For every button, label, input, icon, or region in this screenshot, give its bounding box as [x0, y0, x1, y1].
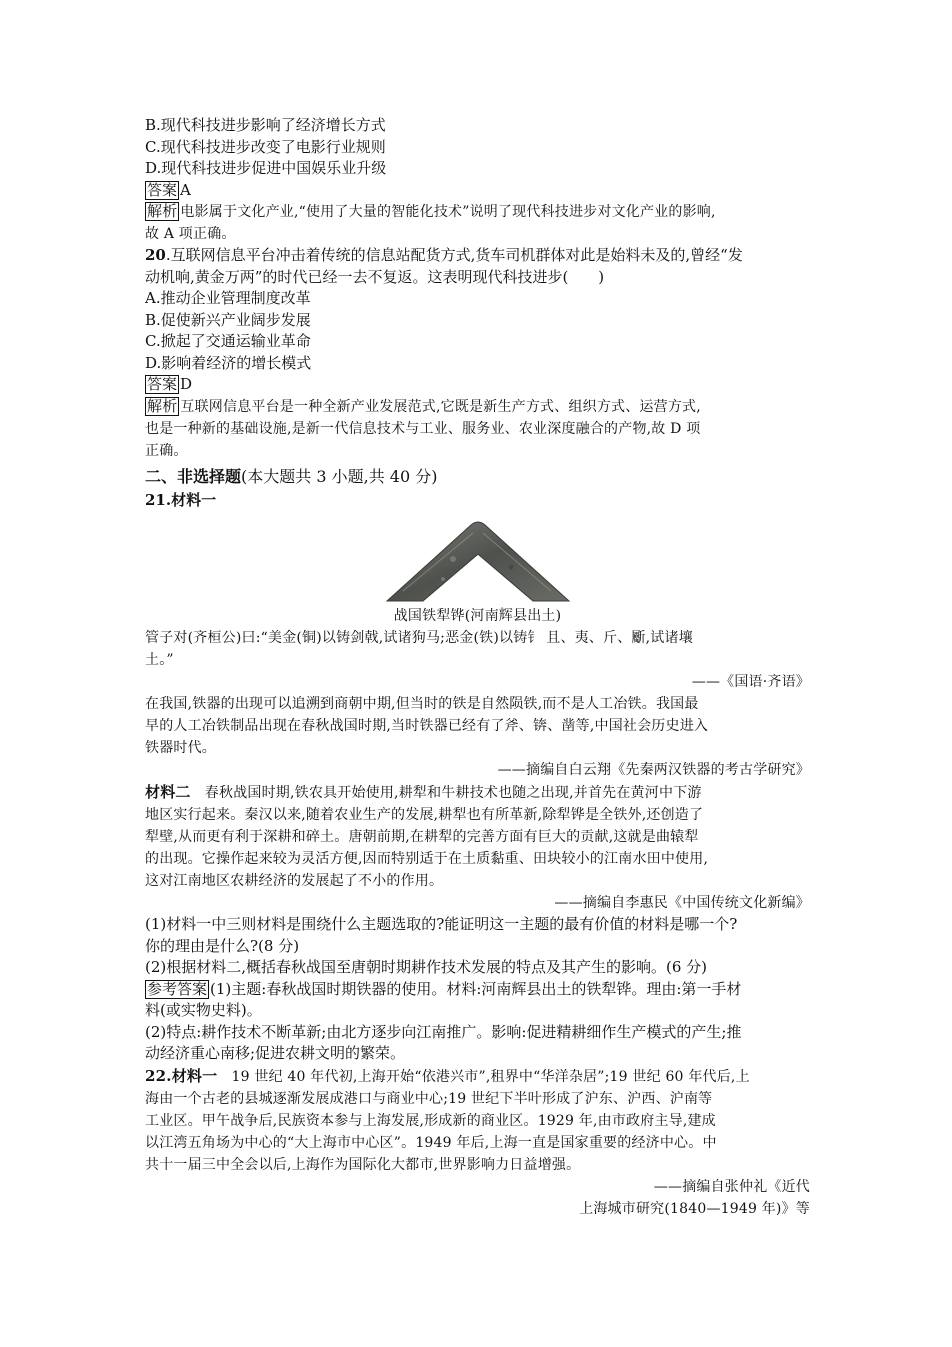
q21-para-line1: 在我国,铁器的出现可以追溯到商朝中期,但当时的铁是自然陨铁,而不是人工冶铁。我国最: [145, 696, 699, 712]
q19-analysis-line1: [145, 201, 810, 223]
answer-value: A: [180, 180, 191, 199]
material-text: 春秋战国时期,铁农具开始使用,耕犁和牛耕技术也随之出现,并首先在黄河中下游: [190, 785, 702, 801]
section-note: (本大题共 3 小题,共 40 分): [241, 466, 438, 486]
q21-para-source: ——摘编自白云翔《先秦两汉铁器的考古学研究》: [497, 762, 810, 778]
q22-source-line1: ——摘编自张仲礼《近代: [653, 1178, 810, 1195]
q21-quote-line1: 管子对(齐桓公)曰:“美金(铜)以铸剑戟,试诸狗马;恶金(铁)以铸钅 且、夷、斤、斸,试诸壤: [145, 630, 693, 646]
q20-analysis-line3: 正确。: [145, 442, 188, 459]
q21-sub1-line2: 你的理由是什么?(8 分): [145, 936, 300, 955]
reference-answer-tag: 参考答案: [147, 979, 208, 998]
q21-para-line2: 早的人工冶铁制品出现在春秋战国时期,当时铁器已经有了斧、锛、凿等,中国社会历史进入: [145, 718, 709, 734]
question-number: 21: [145, 490, 166, 509]
material-label: .材料一: [165, 490, 217, 509]
material-label: .材料一: [166, 1066, 218, 1085]
q20-option-a: A.推动企业管理制度改革: [145, 289, 311, 307]
q21-material2-line4: 的出现。它操作起来较为灵活方便,因而特别适于在土质黏重、田块较小的江南水田中使用,: [145, 851, 709, 867]
material-text: 19 世纪 40 年代初,上海开始“依港兴市”,租界中“华洋杂居”;19 世纪 60 年代后,上: [217, 1068, 750, 1085]
q21-reference-line4: 动经济重心南移;促进农耕文明的繁荣。: [145, 1044, 406, 1062]
q21-material2-line5: 这对江南地区农耕经济的发展起了不小的作用。: [145, 873, 444, 889]
q19-option-d: D.现代科技进步促进中国娱乐业升级: [145, 159, 387, 177]
q21-material2-line1: [145, 781, 810, 804]
q21-material2-line3: 犁壁,从而更有利于深耕和碎土。唐朝前期,在耕犁的完善方面有巨大的贡献,这就是曲辕犁: [145, 829, 699, 845]
question-number: 20: [145, 246, 166, 264]
q21-quote-source: ——《国语·齐语》: [691, 674, 810, 690]
q19-analysis-line2: 故 A 项正确。: [145, 226, 236, 242]
q19-answer: [145, 180, 810, 202]
q20-option-d: D.影响着经济的增长模式: [145, 353, 312, 372]
q19-option-c: C.现代科技进步改变了电影行业规则: [145, 137, 386, 156]
q22-source-line2: 上海城市研究(1840—1949 年)》等: [579, 1200, 810, 1217]
material-label: 材料二: [145, 783, 191, 801]
answer-tag: 答案: [147, 375, 178, 393]
q21-reference-line3: (2)特点:耕作技术不断革新;由北方逐步向江南推广。影响:促进精耕细作生产模式的产生;推: [145, 1022, 742, 1041]
section-title: 二、非选择题: [145, 466, 242, 486]
q20-analysis-line2: 也是一种新的基础设施,是新一代信息技术与工业、服务业、农业深度融合的产物,故 D 项: [145, 420, 701, 437]
analysis-text: 电影属于文化产业,“使用了大量的智能化技术”说明了现代科技进步对文化产业的影响,: [180, 204, 716, 220]
question-text: .互联网信息平台冲击着传统的信息站配货方式,货车司机群体对此是始料未及的,曾经“发: [165, 246, 743, 264]
q20-option-b: B.促使新兴产业阔步发展: [145, 310, 311, 329]
image-caption: 战国铁犁铧(河南辉县出土): [393, 608, 562, 624]
q22-line5: 共十一届三中全会以后,上海作为国际化大都市,世界影响力日益增强。: [145, 1156, 581, 1173]
plowshare-picture: [383, 519, 573, 605]
q21-reference-line2: 料(或实物史料)。: [145, 1001, 262, 1019]
answer-tag: 答案: [147, 180, 178, 199]
q22-line2: 海由一个古老的县城逐渐发展成港口与商业中心;19 世纪下半叶形成了沪东、沪西、沪南等: [145, 1090, 713, 1107]
q22-line1: [145, 1065, 810, 1088]
reference-text: (1)主题:春秋战国时期铁器的使用。材料:河南辉县出土的铁犁铧。理由:第一手材: [210, 979, 742, 998]
q21-sub2: (2)根据材料二,概括春秋战国至唐朝时期耕作技术发展的特点及其产生的影响。(6 分): [145, 958, 708, 976]
analysis-text: 互联网信息平台是一种全新产业发展范式,它既是新生产方式、组织方式、运营方式,: [180, 398, 701, 415]
section-heading: [145, 464, 810, 490]
q21-para-line3: 铁器时代。: [145, 740, 216, 756]
q20-analysis-line1: [145, 396, 810, 418]
analysis-tag: 解析: [147, 396, 178, 415]
q21-reference-line1: [145, 979, 810, 1001]
question-number: 22: [145, 1066, 167, 1085]
analysis-tag: 解析: [147, 202, 178, 220]
q20-stem-line2: 动机响,黄金万两”的时代已经一去不复返。这表明现代科技进步( ): [145, 267, 605, 286]
answer-value: D: [180, 375, 193, 393]
q21-sub1-line1: (1)材料一中三则材料是围绕什么主题选取的?能证明这一主题的最有价值的材料是哪一个?: [145, 915, 738, 933]
q19-option-b: B.现代科技进步影响了经济增长方式: [145, 116, 386, 134]
iron-plowshare-image: [145, 515, 810, 605]
q22-line4: 以江湾五角场为中心的“大上海市中心区”。1949 年后,上海一直是国家重要的经济中心。中: [145, 1134, 717, 1151]
q21-material2-line2: 地区实行起来。秦汉以来,随着农业生产的发展,耕犁也有所革新,除犁铧是全铁外,还创造了: [145, 807, 704, 823]
q20-answer: [145, 374, 810, 396]
document-page: [145, 115, 810, 1220]
q21-material2-source: ——摘编自李惠民《中国传统文化新编》: [554, 895, 810, 911]
q22-line3: 工业区。甲午战争后,民族资本参与上海发展,形成新的商业区。1929 年,由市政府主导,建成: [145, 1112, 716, 1129]
q20-option-c: C.掀起了交通运输业革命: [145, 332, 311, 350]
q21-quote-line2: 土。”: [145, 652, 174, 668]
q20-stem-line1: [145, 245, 810, 267]
q21-material1-heading: [145, 490, 810, 512]
